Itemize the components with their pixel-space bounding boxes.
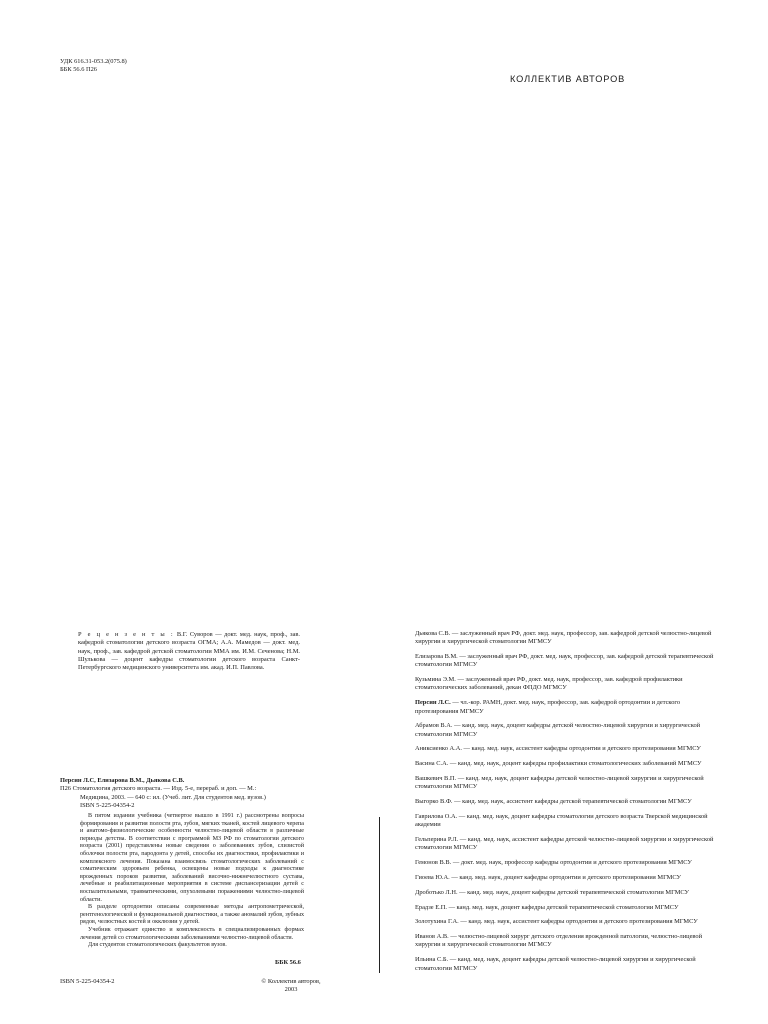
author-name: Гельперина Р.Л. — [415, 836, 459, 844]
author-name: Ерадзе Е.П. — [415, 903, 447, 911]
book-code: П26 — [60, 785, 72, 793]
author-entry — [415, 874, 715, 882]
author-name: Вашкевич В.П. — [415, 775, 457, 783]
author-entry — [415, 798, 715, 806]
vertical-rule — [379, 817, 380, 973]
author-description: — заслуженный врач РФ, докт. мед. наук, профессор, зав. кафедрой детской челюстно-лицевой хирургии и хирургической стоматологии МГМСУ — [415, 630, 712, 646]
author-name: Гаврилова О.А. — [415, 812, 458, 820]
book-entry — [60, 777, 305, 810]
author-entry — [415, 904, 715, 912]
book-isbn: ISBN 5-225-04354-2 — [80, 801, 135, 809]
book-description-line2: Медицина, 2003. — 640 с: ил. (Учеб. лит. Для студентов мед. вузов.) — [80, 793, 266, 801]
book-authors: Персин Л.С, Елизарова В.М., Дьякова С.В. — [60, 777, 185, 784]
copyright-block — [260, 978, 322, 995]
authors-list — [415, 630, 715, 979]
reviewers-block — [78, 631, 300, 672]
author-description: — канд. мед. наук, доцент кафедры профилактики стоматологических заболеваний МГМСУ — [449, 760, 702, 768]
author-description: — канд. мед. наук, ассистент кафедры ортодонтии и детского протезирования МГМСУ — [463, 745, 701, 753]
book-description-line1: Стоматология детского возраста. — Изд. 5-е, перераб. и доп. — М.: — [72, 785, 257, 793]
author-entry — [415, 676, 715, 693]
author-name: Кузьмина Э.М. — [415, 676, 456, 684]
author-entry — [415, 722, 715, 739]
isbn-bottom: ISBN 5-225-04354-2 — [60, 978, 115, 985]
author-entry — [415, 859, 715, 867]
author-entry — [415, 775, 715, 792]
author-name: Гемонов В.В. — [415, 859, 452, 867]
author-entry — [415, 745, 715, 753]
bbk-line: ББК 56.6 П26 — [60, 66, 97, 74]
abstract-paragraph: Учебник отражает единство и комплексность в специализированных формах лечения детей со стоматологическими заболеваниями челюстно-лицевой области. — [80, 926, 304, 941]
author-entry — [415, 630, 715, 647]
author-description: — заслуженный врач РФ, докт. мед. наук, профессор, зав. кафедрой профилактики стоматологических заболеваний, декан ФПДО МГМСУ — [415, 676, 683, 692]
author-name: Дьякова С.В. — [415, 630, 451, 637]
abstract-paragraph: В разделе ортодонтии описаны современные методы антропометрической, рентгенологической и функциональной диагностики, а также аномалий зубов, зубных рядов, челюстных костей и окклюзии у детей. — [80, 904, 304, 926]
author-description: — канд. мед. наук, доцент кафедры детской челюстно-лицевой хирургии и хирургической стоматологии МГМСУ — [415, 775, 704, 791]
udk-block — [60, 58, 127, 75]
udk-line: УДК 616.31-053.2(075.8) — [60, 58, 127, 65]
author-description: — канд. мед. наук, доцент кафедры ортодонтии и детского протезирования МГМСУ — [451, 873, 682, 881]
author-description: — канд. мед. наук, доцент кафедры детской терапевтической стоматологии МГМСУ — [459, 888, 690, 896]
author-description: — докт. мед. наук, профессор кафедры ортодонтии и детского протезирования МГМСУ — [452, 859, 692, 867]
reviewers-label: Р е ц е н з е н т ы : — [78, 631, 175, 638]
author-entry — [415, 760, 715, 768]
author-description: — челюстно-лицевой хирург детского отделения врожденной патологии, челюстно-лицевой хирургии и хирургической стоматологии МГМСУ — [415, 933, 703, 949]
author-description: — заслуженный врач РФ, докт. мед. наук, профессор, зав. кафедрой детской терапевтической стоматологии МГМСУ — [415, 653, 714, 669]
copyright-year: 2003 — [284, 986, 298, 994]
author-name: Васина С.А. — [415, 760, 449, 768]
author-name: Елизарова В.М. — [415, 653, 458, 661]
author-entry — [415, 836, 715, 853]
author-name: Персин Л.С. — [415, 699, 451, 707]
copyright-line: © Коллектив авторов, — [261, 978, 321, 985]
abstract-paragraph: В пятом издании учебника (четвертое вышло в 1991 г.) рассмотрены вопросы формирования и развития полости рта, зубов, мягких тканей, костей лицевого черепа и анатомо-физиологические особенности челюстно-лицевой области в различные периоды детства. В соответствии с программой МЗ РФ по стоматологии детского возраста (2001) представлены новые сведения о заболеваниях зубов, слизистой оболочки полости рта, пародонта у детей, способы их диагностики, профилактики и комплексного лечения. Показана взаимосвязь стоматологических заболеваний с соматическим здоровьем ребенка, освещены новые подходы к диагностике врожденных пороков развития, заболеваний височно-нижнечелюстного сустава, лечебные и реабилитационные мероприятия в системе диспансеризации детей с воспалительными, травматическими, опухолевыми поражениями челюстно-лицевой области. — [80, 813, 304, 903]
author-description: — канд. мед. наук, ассистент кафедры детской челюстно-лицевой хирургии и хирургической стоматологии МГМСУ — [415, 836, 714, 852]
author-name: Дроботько Л.Н. — [415, 888, 458, 896]
bbk-bottom: ББК 56.6 — [275, 959, 301, 966]
author-name: Ильина С.Б. — [415, 956, 449, 964]
author-entry — [415, 956, 715, 973]
author-name: Абрамов В.А. — [415, 722, 453, 730]
collective-title: КОЛЛЕКТИВ АВТОРОВ — [510, 74, 626, 84]
abstract-paragraph: Для студентов стоматологических факультетов вузов. — [88, 942, 227, 949]
author-description: — канд. мед. наук, доцент кафедры детской терапевтической стоматологии МГМСУ — [448, 903, 679, 911]
author-entry — [415, 813, 715, 830]
author-description: — канд. мед. наук, доцент кафедры детской челюстно-лицевой хирургии и хирургической стоматологии МГМСУ — [415, 956, 696, 972]
author-entry — [415, 933, 715, 950]
author-description: — канд. мед. наук, ассистент кафедры ортодонтии и детского протезирования МГМСУ — [460, 918, 698, 926]
author-entry — [415, 653, 715, 670]
author-entry — [415, 699, 715, 716]
author-name: Иванов А.В. — [415, 933, 449, 941]
author-description: — канд. мед. наук, доцент кафедры стоматологии детского возраста Тверской медицинской академии — [415, 812, 708, 829]
author-description: — канд. мед. наук, доцент кафедры детской челюстно-лицевой хирургии и хирургической стоматологии МГМСУ — [415, 722, 701, 738]
reviewers-text: В.Г. Суворов — докт. мед. наук, проф., зав. кафедрой стоматологии детского возраста ОГМА; А.А. Мамедов — докт. мед. наук, проф., зав. кафедрой детской стоматологии ММА им. И.М. Сеченова; Н.М. Шулькова — доцент кафедры стоматологии детского возраста Санкт-Петербургского медицинского университета им. акад. И.П. Павлова. — [78, 631, 300, 672]
author-name: Золотухина Г.А. — [415, 918, 459, 926]
author-description: — чл.-кор. РАМН, докт. мед. наук, профессор, зав. кафедрой ортодонтии и детского протезирования МГМСУ — [415, 699, 681, 715]
author-entry — [415, 918, 715, 926]
abstract-block — [80, 813, 304, 950]
author-entry — [415, 889, 715, 897]
author-name: Выгорко В.Ф. — [415, 798, 453, 806]
author-description: — канд. мед. наук, ассистент кафедры детской терапевтической стоматологии МГМСУ — [454, 798, 692, 806]
author-name: Аниксиенко А.А. — [415, 745, 462, 753]
author-name: Гиоева Ю.А. — [415, 873, 450, 881]
